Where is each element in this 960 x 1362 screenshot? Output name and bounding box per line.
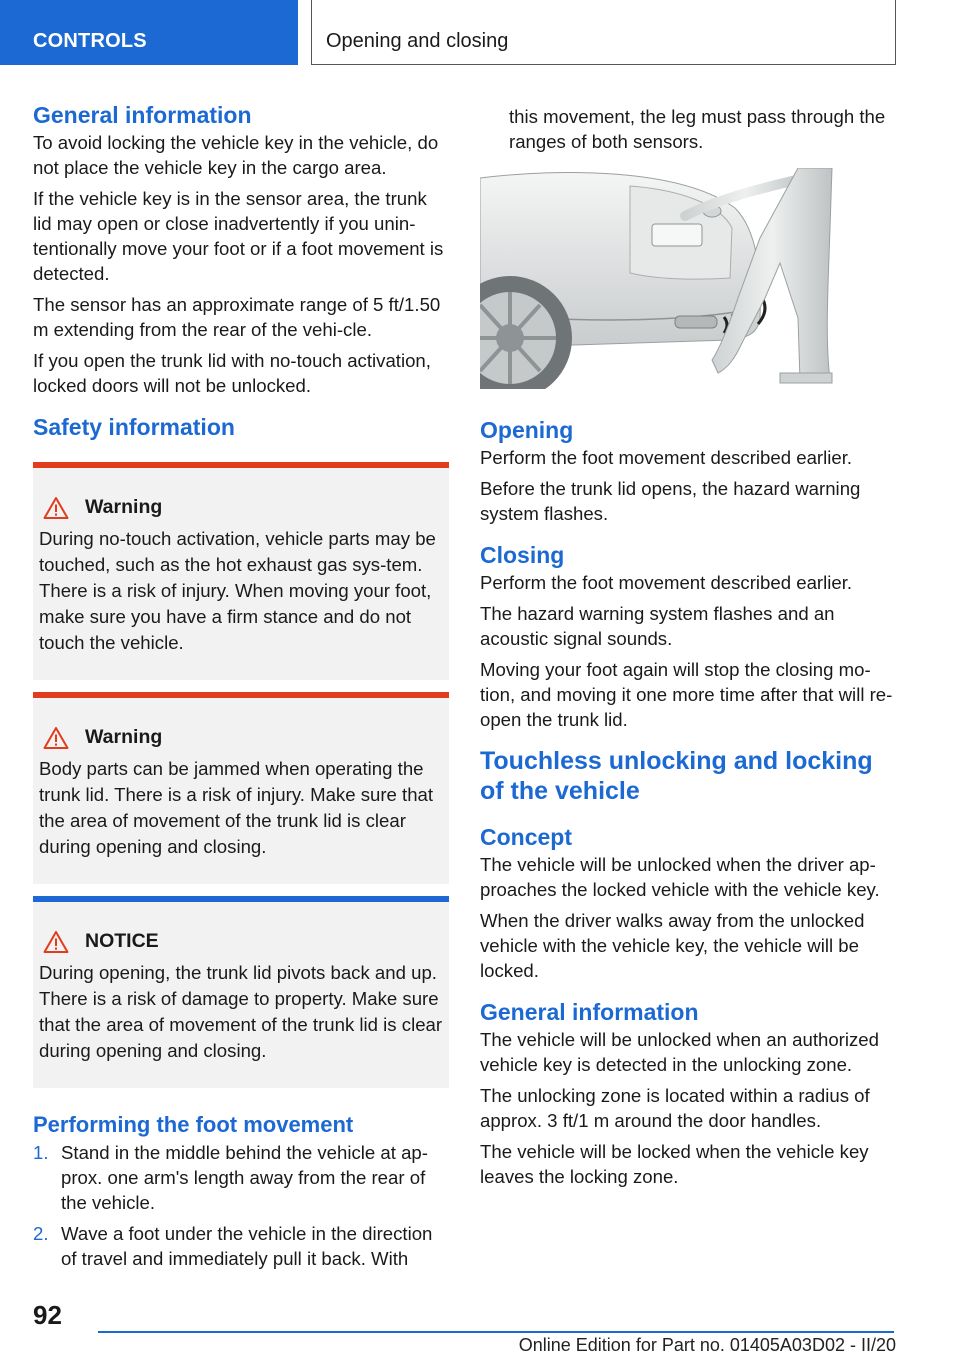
step-text: Wave a foot under the vehicle in the direction of travel and immediately pull it back. With — [61, 1223, 433, 1269]
warning-title: Warning — [85, 726, 163, 748]
opening-heading: Opening — [480, 417, 574, 443]
paragraph: To avoid locking the vehicle key in the vehicle, do not place the vehicle key in the cargo area. — [33, 132, 439, 178]
general-info-heading-2: General information — [480, 999, 699, 1025]
list-item — [33, 1221, 449, 1271]
footer-divider — [98, 1331, 894, 1333]
step-number: 1. — [33, 1142, 49, 1163]
closing-heading: Closing — [480, 542, 565, 568]
step-text: Stand in the middle behind the vehicle at ap-prox. one arm's length away from the rear of the vehicle. — [61, 1142, 428, 1213]
touchless-heading: Touchless unlocking and locking of the vehicle — [480, 747, 873, 805]
concept-heading: Concept — [480, 824, 572, 850]
warning-text: Body parts can be jammed when operating the trunk lid. There is a risk of injury. Make sure that the area of movement of the trunk lid is clear during opening and closing. — [39, 758, 434, 857]
page-number: 92 — [33, 1300, 62, 1330]
paragraph: Perform the foot movement described earlier. — [480, 572, 853, 593]
paragraph: The sensor has an approximate range of 5 ft/1.50 m extending from the rear of the vehi-cle. — [33, 294, 441, 340]
warning-box — [33, 692, 449, 884]
paragraph: The hazard warning system flashes and an acoustic signal sounds. — [480, 603, 835, 649]
paragraph: The vehicle will be unlocked when the driver ap-proaches the locked vehicle with the vehicle key. — [480, 854, 880, 900]
paragraph: When the driver walks away from the unlocked vehicle with the vehicle key, the vehicle will be locked. — [480, 910, 865, 981]
car-rear-illustration — [480, 168, 836, 389]
paragraph: If the vehicle key is in the sensor area, the trunk lid may open or close inadvertently if you unin-tentionally move your foot or if a foot movement is detected. — [33, 188, 444, 284]
foot-movement-illustration — [480, 168, 836, 389]
paragraph: If you open the trunk lid with no-touch activation, locked doors will not be unlocked. — [33, 350, 431, 396]
notice-box — [33, 896, 449, 1088]
paragraph: Perform the foot movement described earlier. — [480, 447, 853, 468]
steps-list — [33, 1140, 449, 1271]
warning-triangle-icon — [43, 496, 69, 520]
warning-triangle-icon — [43, 930, 69, 954]
warning-triangle-icon — [43, 726, 69, 750]
chapter-title: Opening and closing — [311, 0, 896, 65]
paragraph: The vehicle will be unlocked when an authorized vehicle key is detected in the unlocking zone. — [480, 1029, 879, 1075]
safety-info-heading: Safety information — [33, 414, 235, 440]
general-info-heading: General information — [33, 102, 252, 128]
warning-title: Warning — [85, 496, 163, 518]
paragraph: Moving your foot again will stop the closing mo-tion, and moving it one more time after that will re-open the trunk lid. — [480, 659, 893, 730]
notice-title: NOTICE — [85, 930, 159, 952]
list-item — [33, 1140, 449, 1215]
left-column — [33, 100, 449, 1277]
notice-text: During opening, the trunk lid pivots back and up. There is a risk of damage to property. Make sure that the area of movement of the trunk lid is clear during opening and closing. — [39, 962, 443, 1061]
paragraph: The unlocking zone is located within a radius of approx. 3 ft/1 m around the door handles. — [480, 1085, 870, 1131]
section-tab: CONTROLS — [0, 0, 298, 65]
warning-box — [33, 462, 449, 680]
right-column — [480, 104, 896, 1195]
paragraph: The vehicle will be locked when the vehicle key leaves the locking zone. — [480, 1141, 869, 1187]
paragraph: Before the trunk lid opens, the hazard warning system flashes. — [480, 478, 861, 524]
step-number: 2. — [33, 1223, 49, 1244]
foot-movement-heading: Performing the foot movement — [33, 1112, 354, 1137]
warning-text: During no-touch activation, vehicle parts may be touched, such as the hot exhaust gas sys-tem. There is a risk of injury. When moving your foot, make sure you have a firm stance and do not touch the vehicle. — [39, 528, 436, 653]
step-continued: this movement, the leg must pass through the ranges of both sensors. — [509, 106, 886, 152]
edition-footer: Online Edition for Part no. 01405A03D02 - II/20 — [518, 1335, 896, 1355]
